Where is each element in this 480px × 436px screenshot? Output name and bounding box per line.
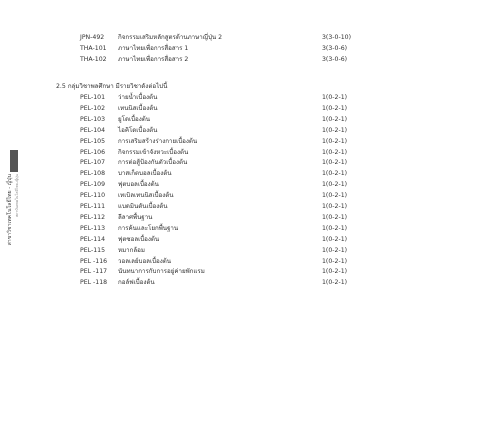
course-row	[0, 234, 480, 245]
course-row	[0, 54, 480, 65]
course-credit: 1(0-2-1)	[322, 235, 348, 243]
course-row	[0, 168, 480, 179]
course-code: PEL-104	[80, 126, 106, 134]
course-row	[0, 212, 480, 223]
course-code: THA-101	[80, 44, 107, 52]
course-code: PEL-106	[80, 148, 106, 156]
course-name: เทนนิสเบื้องต้น	[118, 104, 158, 112]
course-code: PEL-107	[80, 159, 106, 167]
course-name: ไอคิโดเบื้องต้น	[118, 126, 158, 134]
course-credit: 3(3-0-6)	[322, 55, 348, 63]
course-row	[0, 245, 480, 256]
course-name: ฟุตซอลเบื้องต้น	[118, 235, 160, 243]
course-code: PEL-108	[80, 170, 106, 178]
course-credit: 1(0-2-1)	[322, 203, 348, 210]
course-name: หมากล้อม	[118, 246, 145, 254]
course-code: THA-102	[80, 55, 107, 63]
course-name: ว่ายน้ำเบื้องต้น	[118, 94, 158, 101]
course-credit: 3(3-0-10)	[322, 34, 351, 41]
course-name: กิจกรรมเข้าจังหวะเบื้องต้น	[118, 148, 189, 156]
course-row	[0, 256, 480, 267]
course-name: วอลเลย์บอลเบื้องต้น	[118, 257, 171, 265]
course-credit: 1(0-2-1)	[322, 213, 348, 221]
course-name: นันทนาการกับการอยู่ค่ายพักแรม	[118, 268, 205, 276]
course-row	[0, 114, 480, 125]
course-name: การต่อสู้ป้องกันตัวเบื้องต้น	[118, 159, 188, 167]
course-name: ภาษาไทยเพื่อการสื่อสาร 2	[118, 55, 189, 63]
course-credit: 1(0-2-1)	[322, 126, 348, 134]
course-name: กอล์ฟเบื้องต้น	[118, 279, 155, 287]
side-tab-title: สาขาวิชาเทคโนโลยีไทย - ญี่ปุ่น	[7, 174, 13, 246]
course-credit: 1(0-2-1)	[322, 115, 348, 123]
course-code: PEL-115	[80, 246, 106, 254]
course-credit: 1(0-2-1)	[322, 279, 348, 287]
course-credit: 1(0-2-1)	[322, 181, 348, 189]
course-row	[0, 147, 480, 158]
course-name: ลีลาศพื้นฐาน	[118, 213, 153, 221]
side-tab-subtitle: สถาบันเทคโนโลยีไทย-ญี่ปุ่น	[15, 174, 19, 218]
course-name: ภาษาไทยเพื่อการสื่อสาร 1	[118, 44, 189, 52]
course-name: กิจกรรมเสริมหลักสูตรด้านภาษาญี่ปุ่น 2	[118, 34, 223, 41]
course-code: PEL -116	[80, 257, 108, 265]
course-credit: 1(0-2-1)	[322, 268, 348, 276]
course-name: ยูโดเบื้องต้น	[118, 115, 150, 123]
course-row	[0, 179, 480, 190]
course-credit: 1(0-2-1)	[322, 148, 348, 156]
course-name: ฟุตบอลเบื้องต้น	[118, 181, 159, 189]
course-row	[0, 92, 480, 103]
course-row	[0, 136, 480, 147]
course-row	[0, 125, 480, 136]
section-number: 2.5	[56, 83, 66, 90]
course-name: บาสเก็ตบอลเบื้องต้น	[118, 170, 172, 178]
course-credit: 1(0-2-1)	[322, 94, 348, 101]
course-code: PEL-109	[80, 181, 106, 189]
course-row	[0, 266, 480, 277]
course-credit: 1(0-2-1)	[322, 104, 348, 112]
course-row	[0, 201, 480, 212]
course-code: PEL-102	[80, 104, 106, 112]
course-row	[0, 190, 480, 201]
course-code: PEL -117	[80, 268, 108, 276]
section-title: กลุ่มวิชาพลศึกษา มีรายวิชาดังต่อไปนี้	[67, 83, 168, 90]
course-code: PEL-101	[80, 94, 106, 101]
course-credit: 1(0-2-1)	[322, 159, 348, 167]
course-code: PEL-105	[80, 137, 106, 145]
section-heading	[56, 81, 167, 91]
course-credit: 1(0-2-1)	[322, 137, 348, 145]
course-row	[0, 157, 480, 168]
course-credit: 1(0-2-1)	[322, 246, 348, 254]
course-row	[0, 103, 480, 114]
course-code: JPN-492	[80, 34, 105, 41]
course-code: PEL -118	[80, 279, 108, 287]
course-row	[0, 223, 480, 234]
course-row	[0, 32, 480, 43]
course-credit: 1(0-2-1)	[322, 170, 348, 178]
course-credit: 1(0-2-1)	[322, 257, 348, 265]
course-code: PEL-112	[80, 213, 106, 221]
course-name: เทเบิลเทนนิสเบื้องต้น	[118, 192, 174, 200]
course-row	[0, 277, 480, 288]
course-name: แบดมินตันเบื้องต้น	[118, 203, 168, 210]
course-name: การค้นและโยกพื้นฐาน	[118, 224, 179, 232]
course-code: PEL-111	[80, 203, 106, 210]
course-code: PEL-110	[80, 192, 106, 200]
course-credit: 1(0-2-1)	[322, 224, 348, 232]
course-row	[0, 43, 480, 54]
course-credit: 1(0-2-1)	[322, 192, 348, 200]
course-code: PEL-114	[80, 235, 106, 243]
course-code: PEL-113	[80, 224, 106, 232]
course-code: PEL-103	[80, 115, 106, 123]
course-credit: 3(3-0-6)	[322, 44, 348, 52]
course-name: การเสริมสร้างร่างกายเบื้องต้น	[118, 137, 198, 145]
